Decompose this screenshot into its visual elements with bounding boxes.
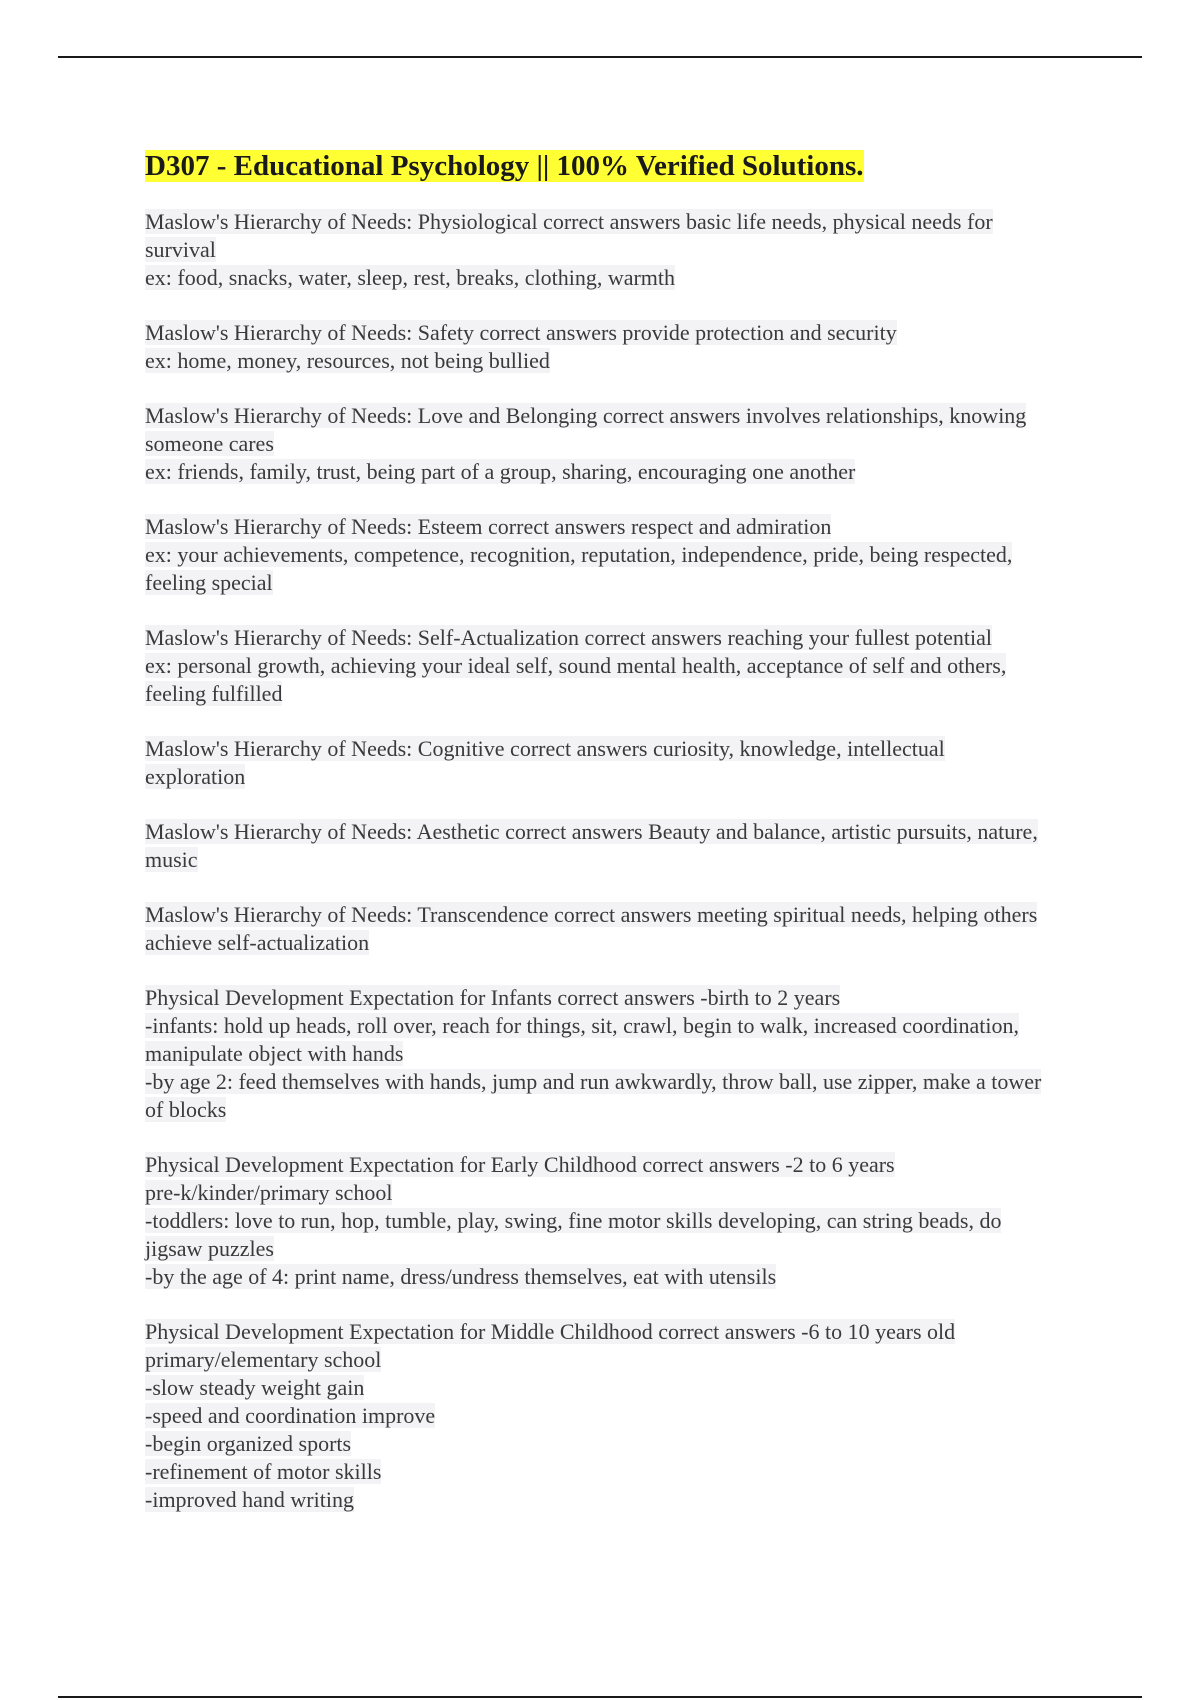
entry-term-line bbox=[145, 984, 1045, 1012]
entry-detail-line bbox=[145, 652, 1045, 708]
entry-detail-line bbox=[145, 264, 1045, 292]
entry-text: pre-k/kinder/primary school bbox=[145, 1180, 393, 1205]
qa-entry bbox=[145, 208, 1045, 292]
entry-text: ex: food, snacks, water, sleep, rest, breaks, clothing, warmth bbox=[145, 265, 676, 290]
entry-detail-line bbox=[145, 1486, 1045, 1514]
entry-text: -by the age of 4: print name, dress/undress themselves, eat with utensils bbox=[145, 1264, 777, 1289]
entry-detail-line bbox=[145, 1458, 1045, 1486]
entry-term-line bbox=[145, 818, 1045, 874]
entry-text: -infants: hold up heads, roll over, reach for things, sit, crawl, begin to walk, increased coordination, manipulate object with hands bbox=[145, 1013, 1019, 1066]
entry-text: -toddlers: love to run, hop, tumble, play, swing, fine motor skills developing, can string beads, do jigsaw puzzles bbox=[145, 1208, 1002, 1261]
qa-entry bbox=[145, 984, 1045, 1124]
qa-entry bbox=[145, 513, 1045, 597]
entry-text: -speed and coordination improve bbox=[145, 1403, 436, 1428]
entry-text: Maslow's Hierarchy of Needs: Safety correct answers provide protection and security bbox=[145, 320, 897, 345]
entry-term-line bbox=[145, 402, 1045, 458]
entry-text: Maslow's Hierarchy of Needs: Physiological correct answers basic life needs, physical needs for survival bbox=[145, 209, 993, 262]
entry-detail-line bbox=[145, 541, 1045, 597]
entry-detail-line bbox=[145, 1179, 1045, 1207]
entry-term-line bbox=[145, 319, 1045, 347]
entry-detail-line bbox=[145, 347, 1045, 375]
entry-text: primary/elementary school bbox=[145, 1347, 382, 1372]
entry-text: -by age 2: feed themselves with hands, jump and run awkwardly, throw ball, use zipper, make a tower of blocks bbox=[145, 1069, 1042, 1122]
entry-term-line bbox=[145, 513, 1045, 541]
entry-term-line bbox=[145, 901, 1045, 957]
bottom-divider bbox=[58, 1696, 1142, 1698]
entry-detail-line bbox=[145, 458, 1045, 486]
entry-text: -improved hand writing bbox=[145, 1487, 354, 1512]
entry-text: Maslow's Hierarchy of Needs: Love and Belonging correct answers involves relationships, knowing someone cares bbox=[145, 403, 1027, 456]
entry-text: Physical Development Expectation for Infants correct answers -birth to 2 years bbox=[145, 985, 841, 1010]
qa-entry bbox=[145, 901, 1045, 957]
entry-text: ex: your achievements, competence, recognition, reputation, independence, pride, being respected, feeling special bbox=[145, 542, 1013, 595]
entry-detail-line bbox=[145, 1402, 1045, 1430]
entry-text: -begin organized sports bbox=[145, 1431, 352, 1456]
entry-text: -slow steady weight gain bbox=[145, 1375, 365, 1400]
entry-text: ex: friends, family, trust, being part of a group, sharing, encouraging one another bbox=[145, 459, 856, 484]
entry-text: -refinement of motor skills bbox=[145, 1459, 382, 1484]
entry-text: Maslow's Hierarchy of Needs: Esteem correct answers respect and admiration bbox=[145, 514, 832, 539]
entry-term-line bbox=[145, 735, 1045, 791]
entry-text: Maslow's Hierarchy of Needs: Transcendence correct answers meeting spiritual needs, helping others achieve self-actualization bbox=[145, 902, 1038, 955]
document-body bbox=[145, 146, 1045, 1541]
entry-list bbox=[145, 208, 1045, 1514]
entry-detail-line bbox=[145, 1430, 1045, 1458]
entry-detail-line bbox=[145, 1374, 1045, 1402]
qa-entry bbox=[145, 1151, 1045, 1291]
entry-detail-line bbox=[145, 1346, 1045, 1374]
entry-text: Physical Development Expectation for Middle Childhood correct answers -6 to 10 years old bbox=[145, 1319, 956, 1344]
entry-term-line bbox=[145, 208, 1045, 264]
entry-text: Physical Development Expectation for Early Childhood correct answers -2 to 6 years bbox=[145, 1152, 895, 1177]
entry-detail-line bbox=[145, 1012, 1045, 1068]
entry-detail-line bbox=[145, 1263, 1045, 1291]
title-highlight: D307 - Educational Psychology || 100% Verified Solutions. bbox=[145, 150, 864, 182]
entry-text: Maslow's Hierarchy of Needs: Aesthetic correct answers Beauty and balance, artistic pursuits, nature, music bbox=[145, 819, 1038, 872]
entry-term-line bbox=[145, 624, 1045, 652]
qa-entry bbox=[145, 319, 1045, 375]
qa-entry bbox=[145, 402, 1045, 486]
entry-text: Maslow's Hierarchy of Needs: Cognitive correct answers curiosity, knowledge, intellectual exploration bbox=[145, 736, 945, 789]
entry-text: ex: home, money, resources, not being bullied bbox=[145, 348, 550, 373]
entry-term-line bbox=[145, 1151, 1045, 1179]
entry-text: ex: personal growth, achieving your ideal self, sound mental health, acceptance of self and others, feeling fulfilled bbox=[145, 653, 1007, 706]
entry-detail-line bbox=[145, 1068, 1045, 1124]
qa-entry bbox=[145, 818, 1045, 874]
entry-term-line bbox=[145, 1318, 1045, 1346]
document-title bbox=[145, 146, 1045, 186]
qa-entry bbox=[145, 1318, 1045, 1514]
entry-detail-line bbox=[145, 1207, 1045, 1263]
top-divider bbox=[58, 56, 1142, 58]
qa-entry bbox=[145, 735, 1045, 791]
qa-entry bbox=[145, 624, 1045, 708]
entry-text: Maslow's Hierarchy of Needs: Self-Actualization correct answers reaching your fullest potential bbox=[145, 625, 992, 650]
